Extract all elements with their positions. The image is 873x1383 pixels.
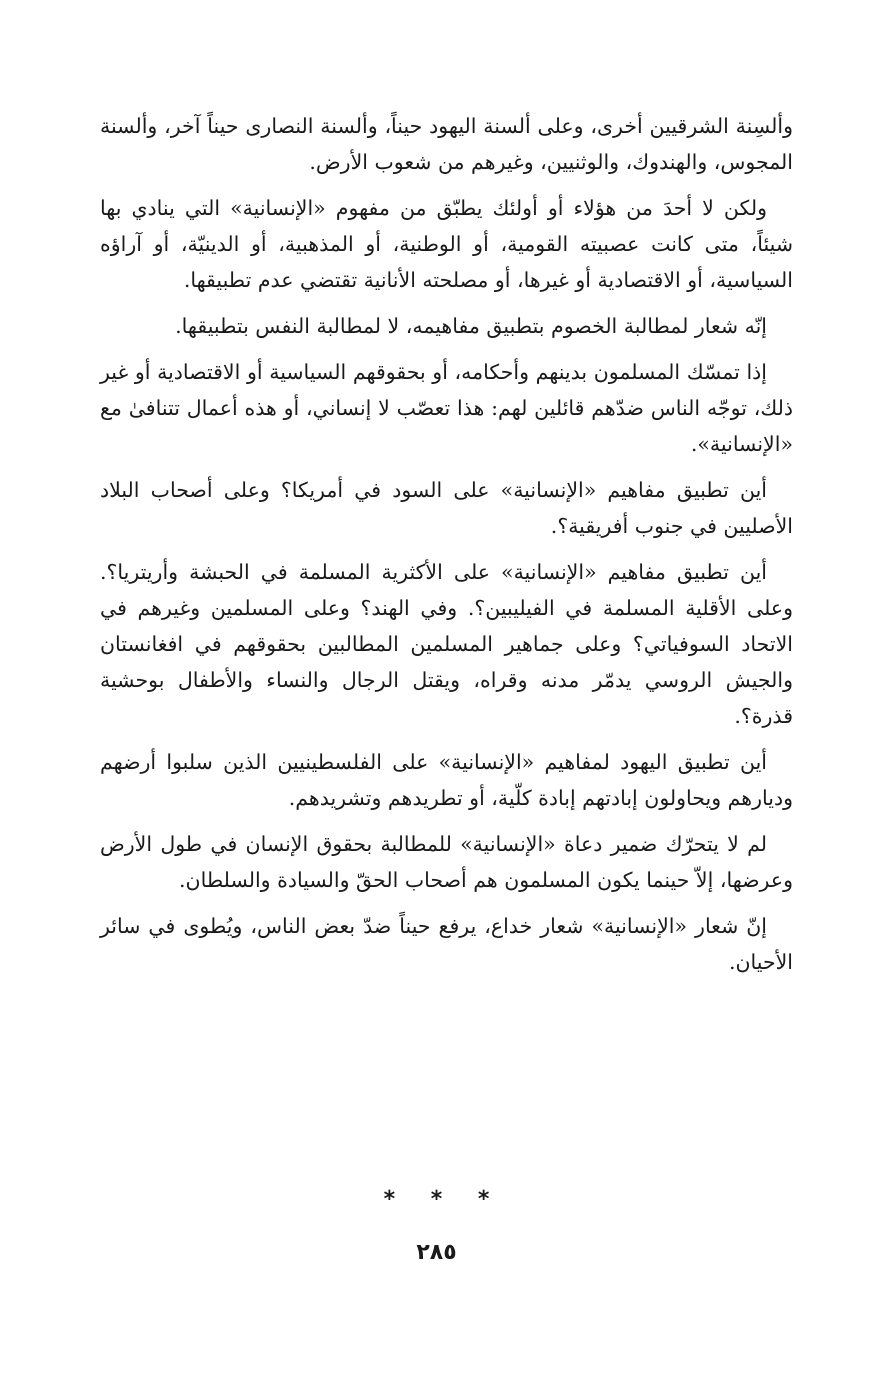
paragraph-8: لم لا يتحرّك ضمير دعاة «الإنسانية» للمطالبة بحقوق الإنسان في طول الأرض وعرضها، إلاّ حينما يكون المسلمون هم أصحاب الحقّ والسيادة والسلطان. <box>100 832 793 892</box>
paragraph-7: أين تطبيق اليهود لمفاهيم «الإنسانية» على الفلسطينيين الذين سلبوا أرضهم وديارهم ويحاولون إبادتهم إبادة كلّية، أو تطريدهم وتشريدهم. <box>100 750 793 810</box>
page-number: ٢٨٥ <box>416 1240 457 1265</box>
page-body <box>100 108 793 990</box>
paragraph-3: إنّه شعار لمطالبة الخصوم بتطبيق مفاهيمه، لا لمطالبة النفس بتطبيقها. <box>175 314 767 338</box>
paragraph-1: وألسِنة الشرقيين أخرى، وعلى ألسنة اليهود حيناً، وألسنة النصارى حيناً آخر، وألسنة المجوس، والهندوك، والوثنيين، وغيرهم من شعوب الأرض. <box>100 114 793 174</box>
paragraph-6: أين تطبيق مفاهيم «الإنسانية» على الأكثرية المسلمة في الحبشة وأريتريا؟. وعلى الأقلية المسلمة في الفيليبين؟. وفي الهند؟ وعلى المسلمين وغيرهم في الاتحاد السوفياتي؟ وعلى جماهير المسلمين المطالبين بحقوقهم في افغانستان والجيش الروسي يدمّر مدنه وقراه، ويقتل الرجال والنساء والأطفال بوحشية قذرة؟. <box>100 560 793 728</box>
paragraph-5: أين تطبيق مفاهيم «الإنسانية» على السود في أمريكا؟ وعلى أصحاب البلاد الأصليين في جنوب أفريقية؟. <box>100 478 793 538</box>
section-separator: * * * <box>383 1187 490 1212</box>
paragraph-2: ولكن لا أحدَ من هؤلاء أو أولئك يطبّق من مفهوم «الإنسانية» التي ينادي بها شيئاً، متى كانت عصبيته القومية، أو الوطنية، أو المذهبية، أو الدينيّة، أو آراؤه السياسية، أو الاقتصادية أو غيرها، أو مصلحته الأنانية تقتضي عدم تطبيقها. <box>100 196 793 292</box>
paragraph-4: إذا تمسّك المسلمون بدينهم وأحكامه، أو بحقوقهم السياسية أو الاقتصادية أو غير ذلك، توجّه الناس ضدّهم قائلين لهم: هذا تعصّب لا إنساني، أو هذه أعمال تتنافىٰ مع «الإنسانية». <box>100 360 793 456</box>
paragraph-9: إنّ شعار «الإنسانية» شعار خداع، يرفع حيناً ضدّ بعض الناس، ويُطوى في سائر الأحيان. <box>100 914 793 974</box>
